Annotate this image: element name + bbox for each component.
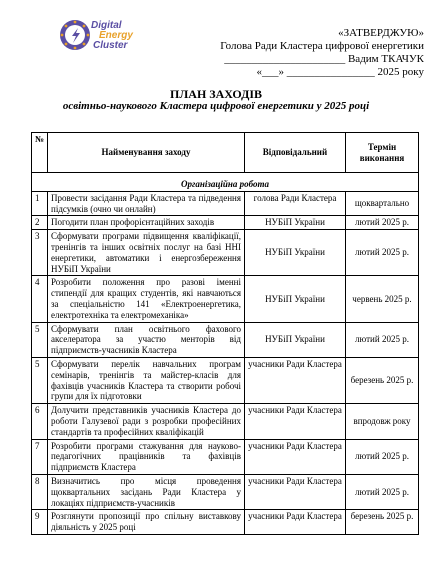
table-row	[32, 510, 419, 535]
table-row	[32, 276, 419, 322]
row-name: Погодити план профорієнтаційних заходів	[48, 216, 245, 230]
row-name: Сформувати план освітнього фахового акселератора за участю менторів від підприємств-учасників Кластера	[48, 322, 245, 357]
approval-title: «ЗАТВЕРДЖУЮ»	[338, 27, 424, 39]
row-responsible: учасники Ради Кластера	[245, 510, 346, 535]
row-responsible: НУБіП України	[245, 322, 346, 357]
header-term: Термін виконання	[346, 133, 419, 173]
table-row	[32, 230, 419, 276]
row-term: березень 2025 р.	[346, 510, 419, 535]
logo-line-3: Cluster	[93, 40, 128, 51]
row-responsible: НУБіП України	[245, 230, 346, 276]
table-row	[32, 357, 419, 403]
plan-table	[31, 132, 419, 535]
table-row	[32, 322, 419, 357]
cluster-logo	[58, 18, 138, 68]
row-num: 5	[32, 357, 48, 403]
section-row	[32, 173, 419, 192]
row-responsible: учасники Ради Кластера	[245, 357, 346, 403]
row-num: 2	[32, 216, 48, 230]
approval-block	[220, 27, 424, 79]
row-responsible: учасники Ради Кластера	[245, 439, 346, 474]
row-name: Сформувати програми підвищення кваліфікації, тренінгів та інших освітніх послуг на базі ННІ енергетики, автоматики і енергозбереження НУБіП України	[48, 230, 245, 276]
row-num: 1	[32, 191, 48, 216]
table-row	[32, 474, 419, 509]
row-responsible: НУБіП України	[245, 216, 346, 230]
document-title: ПЛАН ЗАХОДІВ	[170, 87, 262, 101]
row-term: лютий 2025 р.	[346, 474, 419, 509]
row-num: 3	[32, 230, 48, 276]
row-term: лютий 2025 р.	[346, 439, 419, 474]
signer-name: Вадим ТКАЧУК	[347, 53, 424, 65]
row-name: Провести засідання Ради Кластера та підведення підсумків (очно чи онлайн)	[48, 191, 245, 216]
row-name: Розробити програми стажування для науково-педагогічних працівників та фахівців підприємств Кластера	[48, 439, 245, 474]
header-name: Найменування заходу	[48, 133, 245, 173]
row-name: Розглянути пропозиції про спільну виставкову діяльність у 2025 році	[48, 510, 245, 535]
row-num: 5	[32, 322, 48, 357]
table-row	[32, 439, 419, 474]
header-responsible: Відповідальний	[245, 133, 346, 173]
table-header-row	[32, 133, 419, 173]
document-subtitle: освітньо-наукового Кластера цифрової енергетики у 2025 році	[62, 100, 370, 112]
table-row	[32, 216, 419, 230]
row-num: 8	[32, 474, 48, 509]
row-term: впродовж року	[346, 404, 419, 439]
logo-line-1: Digital	[91, 20, 122, 31]
row-term: червень 2025 р.	[346, 276, 419, 322]
header-num: №	[32, 133, 48, 173]
row-num: 4	[32, 276, 48, 322]
row-name: Долучити представників учасників Кластера до роботи Галузевої ради з розробки професійних стандартів та професійних кваліфікацій	[48, 404, 245, 439]
logo-wordmark	[91, 21, 133, 51]
row-responsible: НУБіП України	[245, 276, 346, 322]
approval-position: Голова Ради Кластера цифрової енергетики	[220, 40, 424, 52]
section-title: Організаційна робота	[32, 173, 419, 192]
table-row	[32, 404, 419, 439]
row-term: лютий 2025 р.	[346, 216, 419, 230]
row-name: Сформувати перелік навчальних програм семінарів, тренінгів та майстер-класів для фахівців учасників Кластера та створити робочі групи для їх підготовки	[48, 357, 245, 403]
table-row	[32, 191, 419, 216]
approval-date: «___» ________________ 2025 року	[256, 66, 424, 78]
row-name: Визначитись про місця проведення щоквартальних засідань Ради Кластера у локаціях підприємств-учасників	[48, 474, 245, 509]
row-term: щоквартально	[346, 191, 419, 216]
row-term: лютий 2025 р.	[346, 322, 419, 357]
approval-signature: ______________________ Вадим ТКАЧУК	[224, 53, 424, 65]
row-num: 6	[32, 404, 48, 439]
row-term: березень 2025 р.	[346, 357, 419, 403]
row-num: 7	[32, 439, 48, 474]
row-num: 9	[32, 510, 48, 535]
row-term: лютий 2025 р.	[346, 230, 419, 276]
row-responsible: учасники Ради Кластера	[245, 474, 346, 509]
row-responsible: голова Ради Кластера	[245, 191, 346, 216]
row-name: Розробити положення про разові іменні стипендії для кращих студентів, які навчаються за спеціальністю 141 «Електроенергетика, електротехніка та електромеханіка»	[48, 276, 245, 322]
logo-line-2: Energy	[99, 30, 133, 41]
stars-ring-icon	[58, 18, 92, 52]
row-responsible: учасники Ради Кластера	[245, 404, 346, 439]
